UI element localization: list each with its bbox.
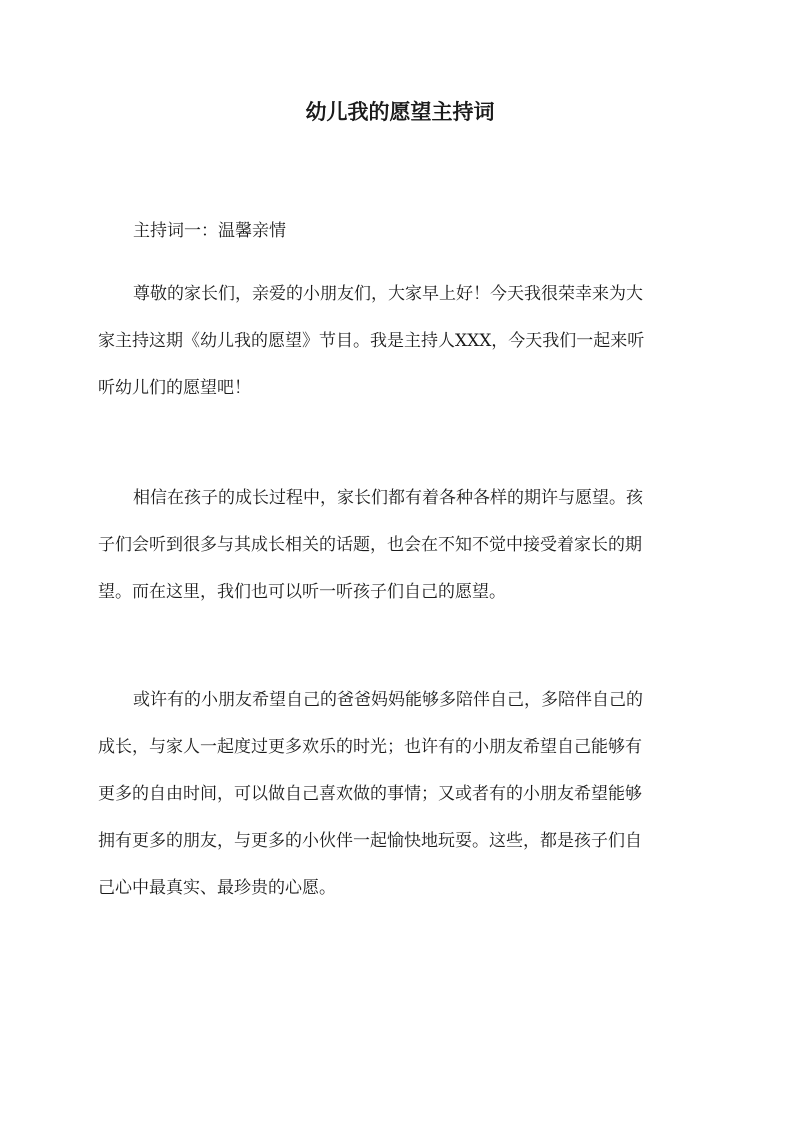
paragraph-2-line-2: 子们会听到很多与其成长相关的话题，也会在不知不觉中接受着家长的期 (98, 535, 642, 555)
paragraph-3-line-1: 或许有的小朋友希望自己的爸爸妈妈能够多陪伴自己，多陪伴自己的 (133, 690, 643, 710)
paragraph-2-line-1: 相信在孩子的成长过程中，家长们都有着各种各样的期许与愿望。孩 (133, 488, 643, 508)
document-title: 幼儿我的愿望主持词 (305, 99, 495, 124)
paragraph-3-line-2: 成长，与家人一起度过更多欢乐的时光；也许有的小朋友希望自己能够有 (98, 737, 642, 757)
paragraph-1-line-3: 听幼儿们的愿望吧！ (98, 378, 251, 398)
paragraph-2-line-3: 望。而在这里，我们也可以听一听孩子们自己的愿望。 (98, 582, 506, 602)
paragraph-3-line-4: 拥有更多的朋友，与更多的小伙伴一起愉快地玩耍。这些，都是孩子们自 (98, 831, 642, 851)
paragraph-1-line-1: 尊敬的家长们，亲爱的小朋友们，大家早上好！今天我很荣幸来为大 (133, 284, 643, 304)
paragraph-1-line-2: 家主持这期《幼儿我的愿望》节目。我是主持人XXX，今天我们一起来听 (98, 331, 645, 351)
paragraph-3-line-5: 己心中最真实、最珍贵的心愿。 (98, 878, 336, 898)
section-heading: 主持词一：温馨亲情 (133, 221, 286, 241)
paragraph-3-line-3: 更多的自由时间，可以做自己喜欢做的事情；又或者有的小朋友希望能够 (98, 784, 642, 804)
